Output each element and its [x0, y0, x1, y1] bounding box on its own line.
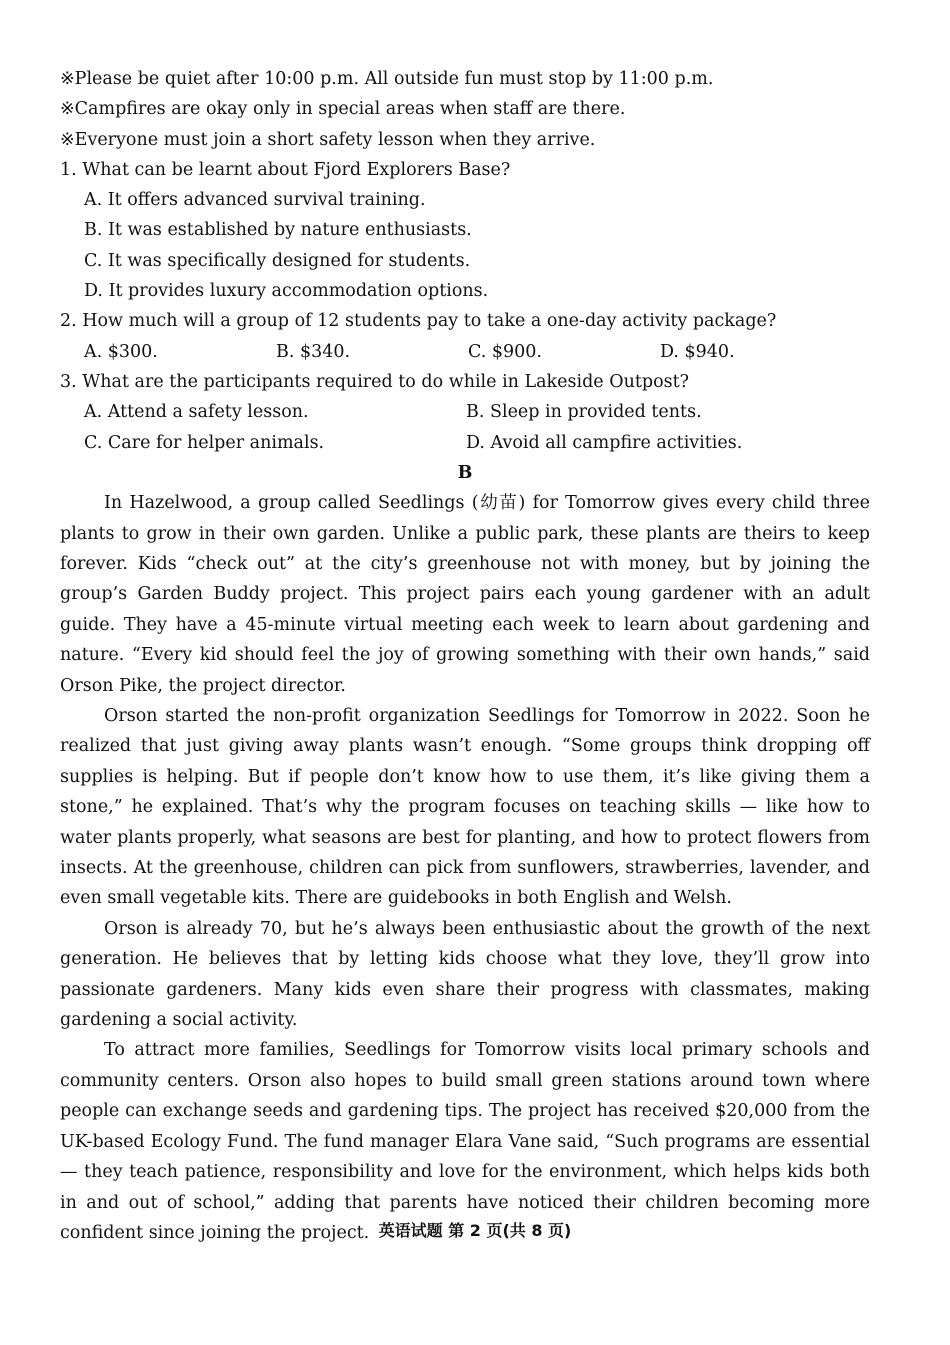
- question-3-option-a: A. Attend a safety lesson.: [84, 402, 309, 423]
- question-2-option-b: B. $340.: [276, 341, 351, 362]
- question-3-option-c: C. Care for helper animals.: [84, 432, 325, 453]
- passage-paragraph-1: In Hazelwood, a group called Seedlings (幼苗) for Tomorrow gives every child three plants to grow in their own garden. Unlike a public park, these plants are theirs to keep forever. Kids “check out” at the city’s greenhouse not with money, but by joining the group’s Garden Buddy project. This project pairs each young gardener with an adult guide. They have a 45-minute virtual meeting each week to learn about gardening and nature. “Every kid should feel the joy of growing something with their own hands,” said Orson Pike, the project director.: [60, 493, 870, 696]
- page-footer: 英语试题 第 2 页(共 8 页): [378, 1221, 572, 1240]
- question-3-option-b: B. Sleep in provided tents.: [466, 402, 702, 423]
- question-1-option-d: D. It provides luxury accommodation options.: [84, 281, 489, 302]
- question-1-option-c: C. It was specifically designed for students.: [84, 250, 471, 271]
- passage-paragraph-3: Orson is already 70, but he’s always been enthusiastic about the growth of the next generation. He believes that by letting kids choose what they love, they’ll grow into passionate gardeners. Many kids even share their progress with classmates, making gardening a social activity.: [60, 918, 870, 1031]
- question-3-option-d: D. Avoid all campfire activities.: [466, 432, 743, 453]
- rule-quiet-hours: ※Please be quiet after 10:00 p.m. All outside fun must stop by 11:00 p.m.: [60, 69, 714, 89]
- rule-campfires: ※Campfires are okay only in special areas when staff are there.: [60, 99, 626, 120]
- question-2-option-c: C. $900.: [468, 341, 542, 362]
- exam-page: [60, 64, 870, 1248]
- question-3-stem: 3. What are the participants required to do while in Lakeside Outpost?: [60, 371, 690, 392]
- question-2-option-d: D. $940.: [660, 341, 735, 362]
- question-3-options-row-2: [60, 428, 870, 458]
- question-1-option-a: A. It offers advanced survival training.: [84, 190, 426, 211]
- question-3-options-row-1: [60, 397, 870, 427]
- passage-paragraph-4: To attract more families, Seedlings for Tomorrow visits local primary schools and community centers. Orson also hopes to build small green stations around town where people can exchange seeds and gardening tips. The project has received $20,000 from the UK-based Ecology Fund. The fund manager Elara Vane said, “Such programs are essential — they teach patience, responsibility and love for the environment, which helps kids both in and out of school,” adding that parents have noticed their children becoming more confident since joining the project.: [60, 1040, 870, 1243]
- question-2-option-a: A. $300.: [84, 341, 158, 362]
- section-b-heading: B: [457, 462, 473, 483]
- question-2-stem: 2. How much will a group of 12 students pay to take a one-day activity package?: [60, 311, 777, 332]
- question-2-options: [60, 337, 870, 367]
- rule-safety-lesson: ※Everyone must join a short safety lesson when they arrive.: [60, 129, 596, 150]
- question-1-option-b: B. It was established by nature enthusiasts.: [84, 220, 472, 241]
- passage-paragraph-2: Orson started the non-profit organization Seedlings for Tomorrow in 2022. Soon he realized that just giving away plants wasn’t enough. “Some groups think dropping off supplies is helping. But if people don’t know how to use them, it’s like giving them a stone,” he explained. That’s why the program focuses on teaching skills — like how to water plants properly, what seasons are best for planting, and how to protect flowers from insects. At the greenhouse, children can pick from sunflowers, strawberries, lavender, and even small vegetable kits. There are guidebooks in both English and Welsh.: [60, 706, 870, 909]
- question-1-stem: 1. What can be learnt about Fjord Explorers Base?: [60, 159, 511, 180]
